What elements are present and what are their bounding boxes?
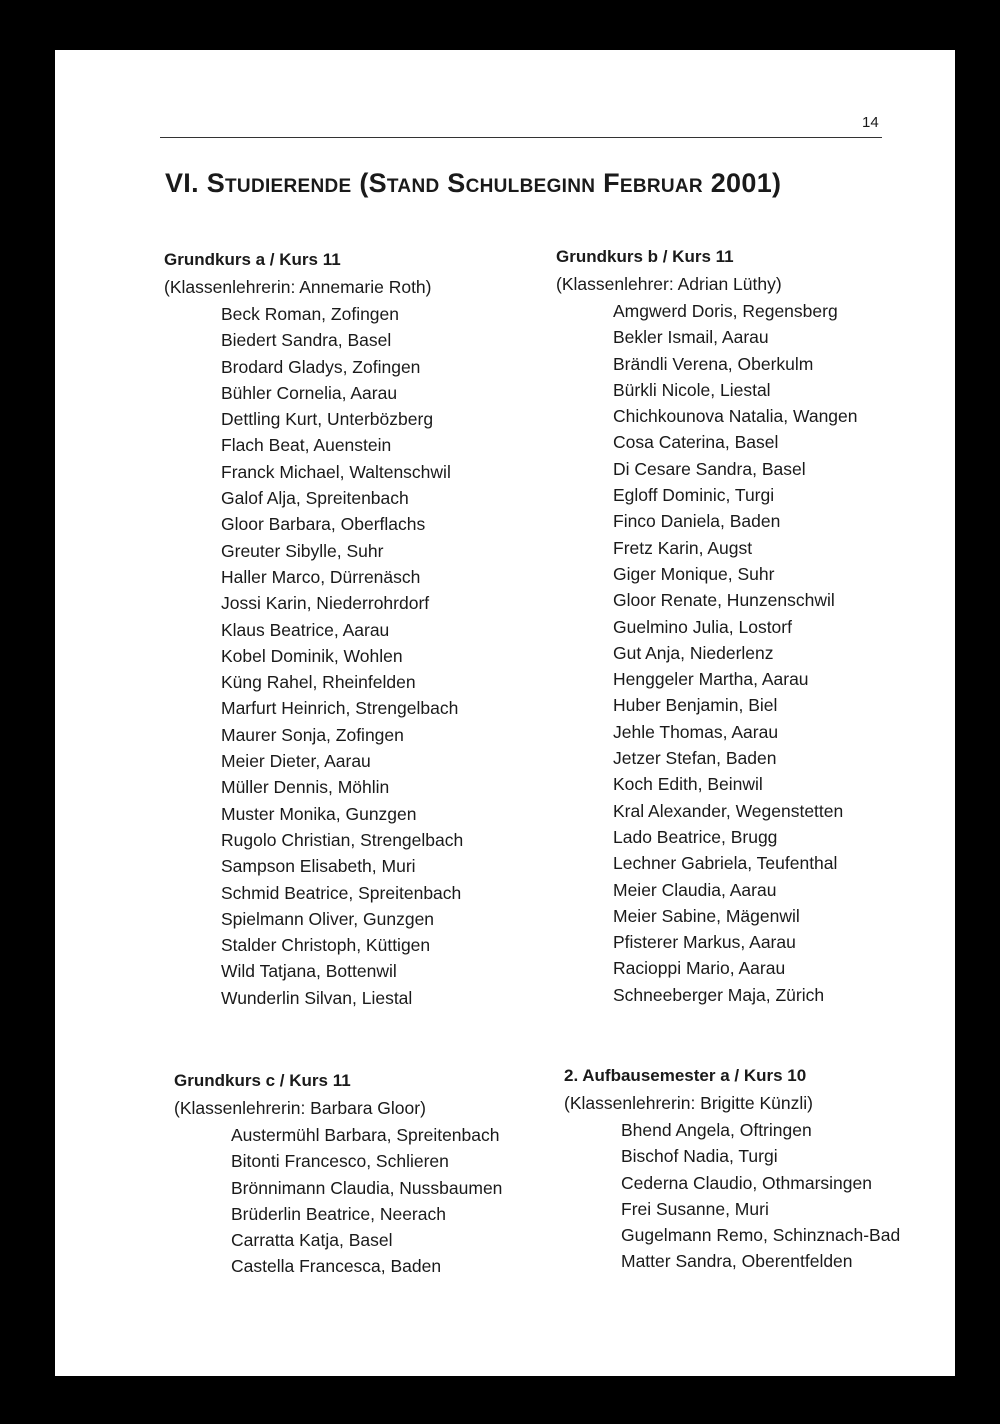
student-entry: Henggeler Martha, Aarau [613,669,809,690]
student-entry: Finco Daniela, Baden [613,511,781,532]
student-entry: Gugelmann Remo, Schinznach-Bad [621,1225,901,1246]
student-list [556,298,956,1008]
student-entry: Brönnimann Claudia, Nussbaumen [231,1177,503,1198]
student-entry: Beck Roman, Zofingen [221,304,400,324]
student-entry: Huber Benjamin, Biel [613,695,778,716]
student-entry: Flach Beat, Auenstein [221,435,392,456]
group-teacher: (Klassenlehrer: Adrian Lüthy) [556,274,782,294]
student-entry: Brändli Verena, Oberkulm [613,353,814,374]
student-entry: Franck Michael, Waltenschwil [221,461,451,482]
student-entry: Gut Anja, Niederlenz [613,642,774,663]
student-entry: Jossi Karin, Niederrohrdorf [221,593,430,614]
student-entry: Klaus Beatrice, Aarau [221,619,390,640]
student-entry: Gloor Renate, Hunzenschwil [613,590,835,611]
student-entry: Lado Beatrice, Brugg [613,826,778,847]
student-entry: Rugolo Christian, Strengelbach [221,829,464,850]
student-entry: Cosa Caterina, Basel [613,432,779,453]
student-entry: Pfisterer Markus, Aarau [613,932,796,953]
student-entry: Bekler Ismail, Aarau [613,327,769,348]
group-teacher: (Klassenlehrerin: Barbara Gloor) [174,1098,426,1118]
group-teacher: (Klassenlehrerin: Brigitte Künzli) [564,1093,813,1113]
student-entry: Giger Monique, Suhr [613,563,775,584]
student-list [174,1122,574,1280]
group-grundkurs-b [556,243,956,1008]
student-list [164,301,564,1011]
page-number: 14 [862,114,879,131]
student-entry: Amgwerd Doris, Regensberg [613,301,838,321]
student-entry: Spielmann Oliver, Gunzgen [221,908,435,929]
student-entry: Castella Francesca, Baden [231,1256,442,1277]
student-entry: Dettling Kurt, Unterbözberg [221,409,434,430]
student-entry: Jetzer Stefan, Baden [613,748,777,769]
student-entry: Bischof Nadia, Turgi [621,1146,778,1167]
student-entry: Kral Alexander, Wegenstetten [613,800,844,821]
student-entry: Lechner Gabriela, Teufenthal [613,853,838,874]
student-entry: Gloor Barbara, Oberflachs [221,514,426,535]
group-heading: Grundkurs b / Kurs 11 [556,247,734,266]
student-entry: Brüderlin Beatrice, Neerach [231,1203,446,1224]
student-entry: Koch Edith, Beinwil [613,774,763,795]
section-title: VI. Studierende (Stand Schulbeginn Februar 2001) [165,168,782,198]
student-entry: Galof Alja, Spreitenbach [221,488,409,509]
student-entry: Biedert Sandra, Basel [221,330,392,351]
student-entry: Wunderlin Silvan, Liestal [221,987,413,1008]
student-entry: Schmid Beatrice, Spreitenbach [221,882,462,903]
group-heading: 2. Aufbausemester a / Kurs 10 [564,1066,807,1085]
student-entry: Bhend Angela, Oftringen [621,1120,812,1140]
group-aufbausemester-a [564,1062,964,1275]
student-entry: Muster Monika, Gunzgen [221,803,417,824]
student-entry: Guelmino Julia, Lostorf [613,616,792,637]
student-entry: Cederna Claudio, Othmarsingen [621,1172,872,1193]
student-entry: Wild Tatjana, Bottenwil [221,961,397,982]
student-entry: Carratta Katja, Basel [231,1230,393,1251]
student-list [564,1117,964,1275]
student-entry: Meier Sabine, Mägenwil [613,905,800,926]
student-entry: Brodard Gladys, Zofingen [221,356,421,377]
group-heading: Grundkurs a / Kurs 11 [164,250,341,269]
group-heading: Grundkurs c / Kurs 11 [174,1071,351,1090]
student-entry: Kobel Dominik, Wohlen [221,645,403,666]
student-entry: Di Cesare Sandra, Basel [613,458,806,479]
student-entry: Fretz Karin, Augst [613,537,753,558]
student-entry: Jehle Thomas, Aarau [613,721,779,742]
student-entry: Marfurt Heinrich, Strengelbach [221,698,459,719]
student-entry: Maurer Sonja, Zofingen [221,724,404,745]
group-teacher: (Klassenlehrerin: Annemarie Roth) [164,277,432,297]
student-entry: Schneeberger Maja, Zürich [613,984,825,1005]
student-entry: Sampson Elisabeth, Muri [221,856,416,877]
student-entry: Bühler Cornelia, Aarau [221,382,398,403]
student-entry: Stalder Christoph, Küttigen [221,935,431,956]
student-entry: Egloff Dominic, Turgi [613,485,775,506]
header-rule [160,137,882,138]
student-entry: Bürkli Nicole, Liestal [613,379,771,400]
student-entry: Matter Sandra, Oberentfelden [621,1251,853,1272]
student-entry: Müller Dennis, Möhlin [221,777,390,798]
student-entry: Racioppi Mario, Aarau [613,958,786,979]
group-grundkurs-a [164,246,564,1011]
student-entry: Küng Rahel, Rheinfelden [221,672,416,693]
student-entry: Austermühl Barbara, Spreitenbach [231,1125,500,1145]
student-entry: Meier Claudia, Aarau [613,879,777,900]
student-entry: Haller Marco, Dürrenäsch [221,566,421,587]
student-entry: Chichkounova Natalia, Wangen [613,406,858,427]
student-entry: Greuter Sibylle, Suhr [221,540,384,561]
student-entry: Frei Susanne, Muri [621,1198,769,1219]
student-entry: Bitonti Francesco, Schlieren [231,1151,449,1172]
group-grundkurs-c [174,1067,574,1280]
student-entry: Meier Dieter, Aarau [221,751,371,772]
